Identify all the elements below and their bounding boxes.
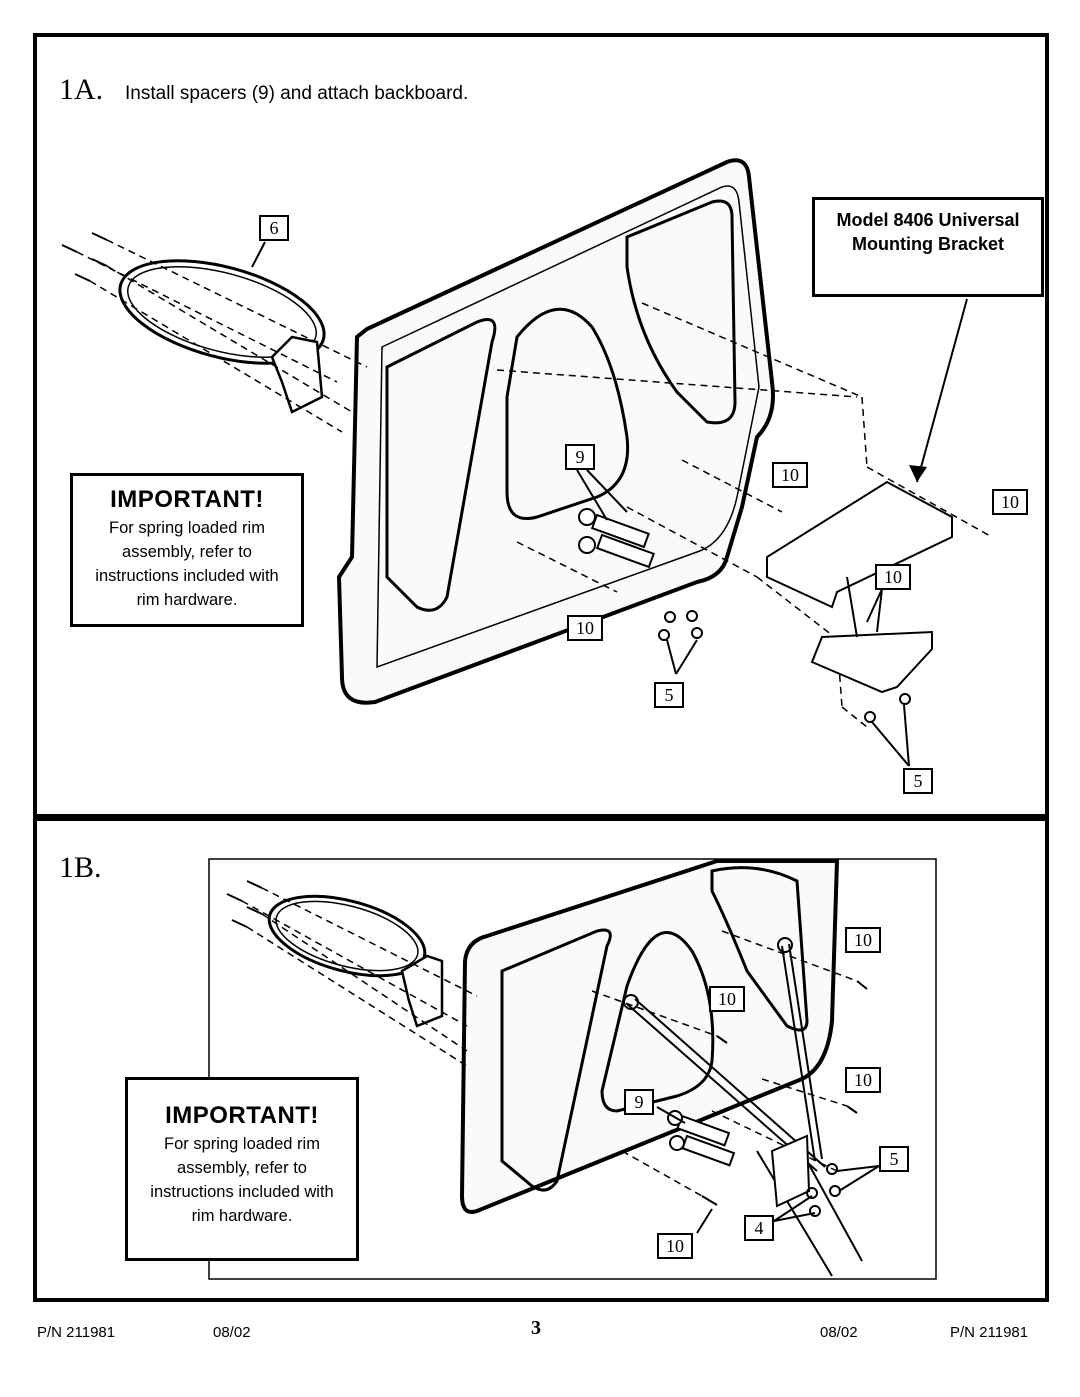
callout-nut: 5 bbox=[903, 768, 933, 794]
date-left: 08/02 bbox=[213, 1324, 251, 1341]
callout-bolt: 10 bbox=[709, 986, 745, 1012]
important-line: assembly, refer to bbox=[122, 543, 252, 561]
callout-bolt: 10 bbox=[875, 564, 911, 590]
important-line: For spring loaded rim bbox=[164, 1135, 320, 1153]
important-line: rim hardware. bbox=[191, 1207, 293, 1225]
callout-bolt: 10 bbox=[845, 1067, 881, 1093]
step-badge: 1B. bbox=[59, 851, 102, 884]
important-note bbox=[125, 1077, 359, 1261]
part-number-right: P/N 211981 bbox=[950, 1324, 1029, 1341]
callout-bolt: 10 bbox=[657, 1233, 693, 1259]
page-number: 3 bbox=[531, 1317, 541, 1339]
step-1b-panel bbox=[33, 817, 1049, 1302]
callout-nut: 5 bbox=[879, 1146, 909, 1172]
important-line: instructions included with bbox=[95, 567, 279, 585]
model-line-2: Mounting Bracket bbox=[851, 234, 1004, 254]
important-note bbox=[70, 473, 304, 627]
step-instruction: Install spacers (9) and attach backboard. bbox=[125, 83, 469, 104]
important-line: assembly, refer to bbox=[177, 1159, 307, 1177]
callout-bolt: 10 bbox=[772, 462, 808, 488]
model-bracket-label bbox=[812, 197, 1044, 297]
important-line: instructions included with bbox=[150, 1183, 334, 1201]
part-number-left: P/N 211981 bbox=[37, 1324, 116, 1341]
step-1a-panel bbox=[33, 33, 1049, 818]
step-badge: 1A. bbox=[59, 73, 104, 106]
callout-spacer: 9 bbox=[565, 444, 595, 470]
callout-bolt: 10 bbox=[845, 927, 881, 953]
important-title: IMPORTANT! bbox=[165, 1102, 319, 1129]
callout-rim: 6 bbox=[259, 215, 289, 241]
callout-bolt: 10 bbox=[567, 615, 603, 641]
model-line-1: Model 8406 Universal bbox=[836, 210, 1020, 230]
important-line: For spring loaded rim bbox=[109, 519, 265, 537]
callout-washer: 4 bbox=[744, 1215, 774, 1241]
date-right: 08/02 bbox=[820, 1324, 858, 1341]
callout-spacer: 9 bbox=[624, 1089, 654, 1115]
callout-bolt: 10 bbox=[992, 489, 1028, 515]
important-title: IMPORTANT! bbox=[110, 486, 264, 513]
callout-nut: 5 bbox=[654, 682, 684, 708]
important-line: rim hardware. bbox=[136, 591, 238, 609]
step-1a-illustration bbox=[37, 37, 1045, 814]
